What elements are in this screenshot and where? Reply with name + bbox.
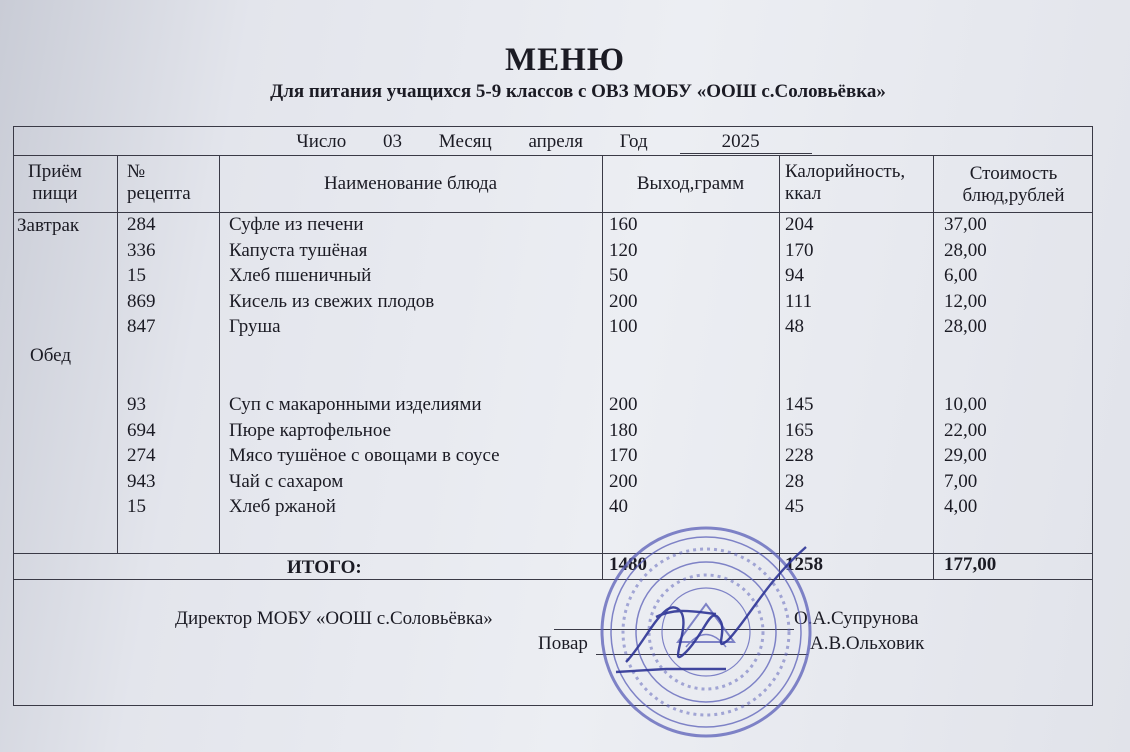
dish-weight: 160 xyxy=(609,214,638,235)
dish-name: Суфле из печени xyxy=(229,214,364,235)
dish-kcal: 170 xyxy=(785,239,814,261)
dish-name: Мясо тушёное с овощами в соусе xyxy=(229,445,500,467)
recipe-number: 15 xyxy=(127,496,146,518)
table-row xyxy=(14,445,1094,470)
dish-kcal: 165 xyxy=(785,419,814,441)
table-row xyxy=(14,240,1094,265)
day-label: Число xyxy=(296,131,347,152)
divider xyxy=(14,579,1092,580)
table-row xyxy=(14,394,1094,419)
recipe-number: 15 xyxy=(127,265,146,287)
table-row xyxy=(14,420,1094,445)
director-label: Директор МОБУ «ООШ с.Соловьёвка» xyxy=(175,608,493,629)
header-meal: Приём пищи xyxy=(28,161,82,204)
header-dish: Наименование блюда xyxy=(323,173,498,194)
page-subtitle: Для питания учащихся 5-9 классов с ОВЗ МОБУ «ООШ с.Соловьёвка» xyxy=(270,81,886,102)
dish-weight: 200 xyxy=(609,290,638,312)
month-label: Месяц xyxy=(438,131,492,152)
dish-cost: 37,00 xyxy=(944,214,987,235)
dish-cost: 7,00 xyxy=(944,470,978,492)
meal-lunch: Обед xyxy=(30,345,71,366)
dish-name: Хлеб ржаной xyxy=(229,496,336,518)
dish-weight: 50 xyxy=(609,265,628,287)
dish-kcal: 145 xyxy=(785,394,814,415)
dish-kcal: 28 xyxy=(785,470,804,492)
dish-name: Кисель из свежих плодов xyxy=(229,290,435,312)
divider xyxy=(14,553,1092,554)
dish-name: Пюре картофельное xyxy=(229,419,392,441)
page-title: МЕНЮ xyxy=(505,42,625,78)
recipe-number: 943 xyxy=(127,470,156,492)
recipe-number: 336 xyxy=(127,239,156,261)
dish-weight: 100 xyxy=(609,316,638,338)
dish-kcal: 94 xyxy=(785,265,804,287)
day-value: 03 xyxy=(383,131,403,152)
dish-weight: 120 xyxy=(609,239,638,261)
dish-cost: 28,00 xyxy=(944,316,987,338)
dish-cost: 28,00 xyxy=(944,239,987,261)
dish-name: Суп с макаронными изделиями xyxy=(229,394,482,415)
dish-name: Груша xyxy=(229,316,281,338)
recipe-number: 93 xyxy=(127,394,146,415)
total-kcal: 1258 xyxy=(785,554,823,575)
total-weight: 1480 xyxy=(609,554,647,575)
dish-cost: 10,00 xyxy=(944,394,987,415)
header-weight: Выход,грамм xyxy=(636,173,745,194)
dish-name: Капуста тушёная xyxy=(229,239,368,261)
dish-cost: 6,00 xyxy=(944,265,978,287)
dish-name: Чай с сахаром xyxy=(229,470,344,492)
dish-cost: 29,00 xyxy=(944,445,987,467)
dish-weight: 200 xyxy=(609,470,638,492)
recipe-number: 694 xyxy=(127,419,156,441)
dish-name: Хлеб пшеничный xyxy=(229,265,372,287)
dish-weight: 170 xyxy=(609,445,638,467)
header-recipe: № рецепта xyxy=(127,161,191,204)
dish-cost: 12,00 xyxy=(944,290,987,312)
recipe-number: 274 xyxy=(127,445,156,467)
table-row xyxy=(14,471,1094,496)
dish-cost: 4,00 xyxy=(944,496,978,518)
total-cost: 177,00 xyxy=(944,554,997,575)
recipe-number: 869 xyxy=(127,290,156,312)
dish-weight: 200 xyxy=(609,394,638,415)
recipe-number: 284 xyxy=(127,214,156,235)
dish-weight: 180 xyxy=(609,419,638,441)
recipe-number: 847 xyxy=(127,316,156,338)
date-row xyxy=(14,131,1094,154)
year-label: Год xyxy=(619,131,648,152)
dish-weight: 40 xyxy=(609,496,628,518)
director-name: О.А.Супрунова xyxy=(794,608,919,629)
dish-kcal: 204 xyxy=(785,214,814,235)
cook-name: А.В.Ольховик xyxy=(810,633,925,654)
table-row xyxy=(14,316,1094,341)
cook-label: Повар xyxy=(538,633,588,654)
header-kcal: Калорийность, ккал xyxy=(785,161,906,204)
header-cost: Стоимость блюд,рублей xyxy=(962,163,1065,206)
meal-breakfast: Завтрак xyxy=(17,215,80,236)
dish-cost: 22,00 xyxy=(944,419,987,441)
table-row xyxy=(14,265,1094,290)
official-stamp xyxy=(596,522,816,742)
month-value: апреля xyxy=(528,131,583,152)
table-row xyxy=(14,214,1094,239)
year-value: 2025 xyxy=(680,131,812,154)
table-row xyxy=(14,291,1094,316)
divider xyxy=(14,155,1092,156)
total-label: ИТОГО: xyxy=(287,557,362,578)
dish-kcal: 45 xyxy=(785,496,804,518)
table-row xyxy=(14,496,1094,521)
dish-kcal: 111 xyxy=(785,290,813,312)
menu-sheet xyxy=(13,126,1093,706)
dish-kcal: 48 xyxy=(785,316,804,338)
dish-kcal: 228 xyxy=(785,445,814,467)
